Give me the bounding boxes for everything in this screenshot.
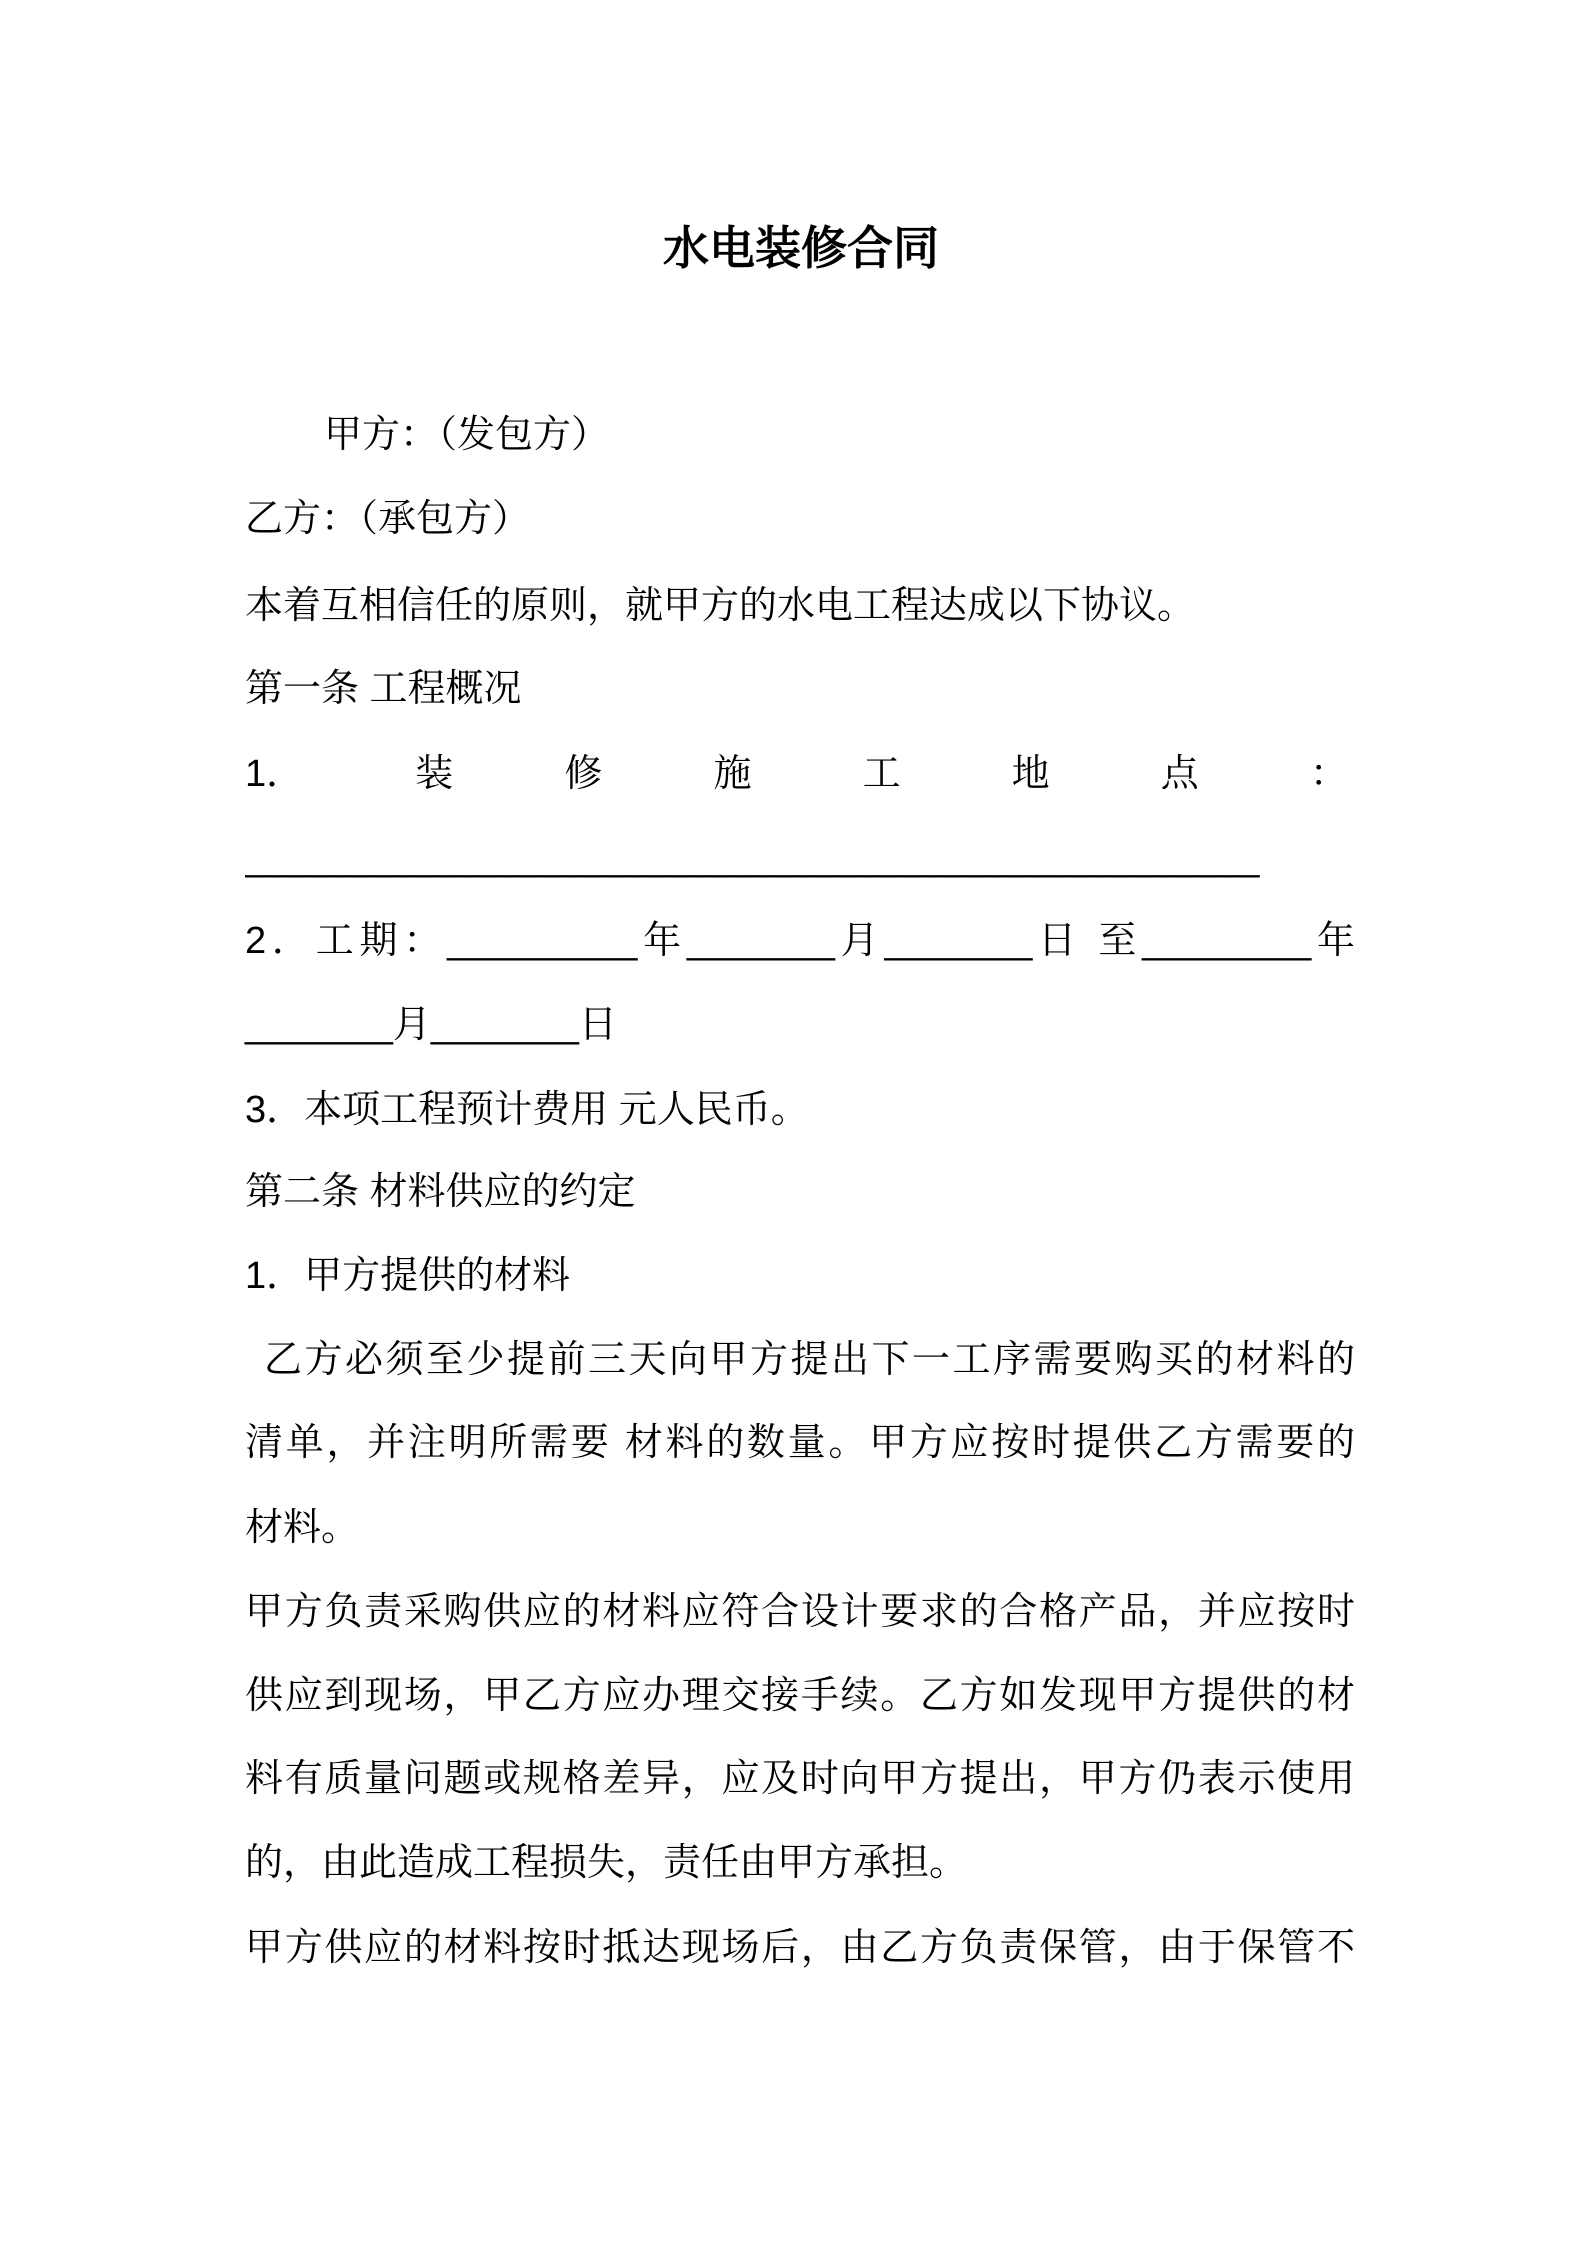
construction-period-line-1: 2．工期：_________年_______月_______日 至________年 bbox=[245, 920, 1355, 962]
site-label-token: 工 bbox=[862, 753, 901, 795]
construction-site-label bbox=[245, 746, 1348, 802]
site-label-token: 修 bbox=[564, 753, 603, 795]
article-2-subheading: 1．甲方提供的材料 bbox=[245, 1255, 571, 1297]
article-1-heading: 第一条 工程概况 bbox=[245, 668, 522, 710]
party-b-line: 乙方：（承包方） bbox=[245, 498, 531, 540]
estimated-cost-line: 3．本项工程预计费用 元人民币。 bbox=[245, 1089, 809, 1131]
construction-period-line-2: _______月_______日 bbox=[245, 1004, 617, 1046]
paragraph-2-line: 料有质量问题或规格差异，应及时向甲方提出，甲方仍表示使用 bbox=[245, 1758, 1355, 1800]
paragraph-2-line: 供应到现场，甲乙方应办理交接手续。乙方如发现甲方提供的材 bbox=[245, 1675, 1355, 1717]
article-2-heading: 第二条 材料供应的约定 bbox=[245, 1171, 636, 1213]
paragraph-3-line: 甲方供应的材料按时抵达现场后，由乙方负责保管，由于保管不 bbox=[245, 1927, 1355, 1969]
party-a-line: 甲方：（发包方） bbox=[324, 414, 610, 456]
site-label-token: 点 bbox=[1160, 753, 1199, 795]
paragraph-2-line: 甲方负责采购供应的材料应符合设计要求的合格产品，并应按时 bbox=[245, 1591, 1355, 1633]
document-title: 水电装修合同 bbox=[663, 222, 939, 274]
site-label-token: 装 bbox=[415, 753, 454, 795]
site-label-token: 1． bbox=[245, 753, 305, 795]
intro-line: 本着互相信任的原则，就甲方的水电工程达成以下协议。 bbox=[245, 585, 1196, 627]
site-label-token: 地 bbox=[1011, 753, 1050, 795]
paragraph-1-line: 乙方必须至少提前三天向甲方提出下一工序需要购买的材料的 bbox=[264, 1339, 1355, 1381]
paragraph-1-line: 清单，并注明所需要 材料的数量。甲方应按时提供乙方需要的 bbox=[245, 1422, 1355, 1464]
site-label-token: 施 bbox=[713, 753, 752, 795]
construction-site-blank: ________________________________________________ bbox=[245, 837, 1260, 879]
paragraph-1-line: 材料。 bbox=[245, 1507, 360, 1549]
site-label-token: ： bbox=[1309, 753, 1348, 795]
paragraph-2-line: 的，由此造成工程损失，责任由甲方承担。 bbox=[245, 1842, 968, 1884]
